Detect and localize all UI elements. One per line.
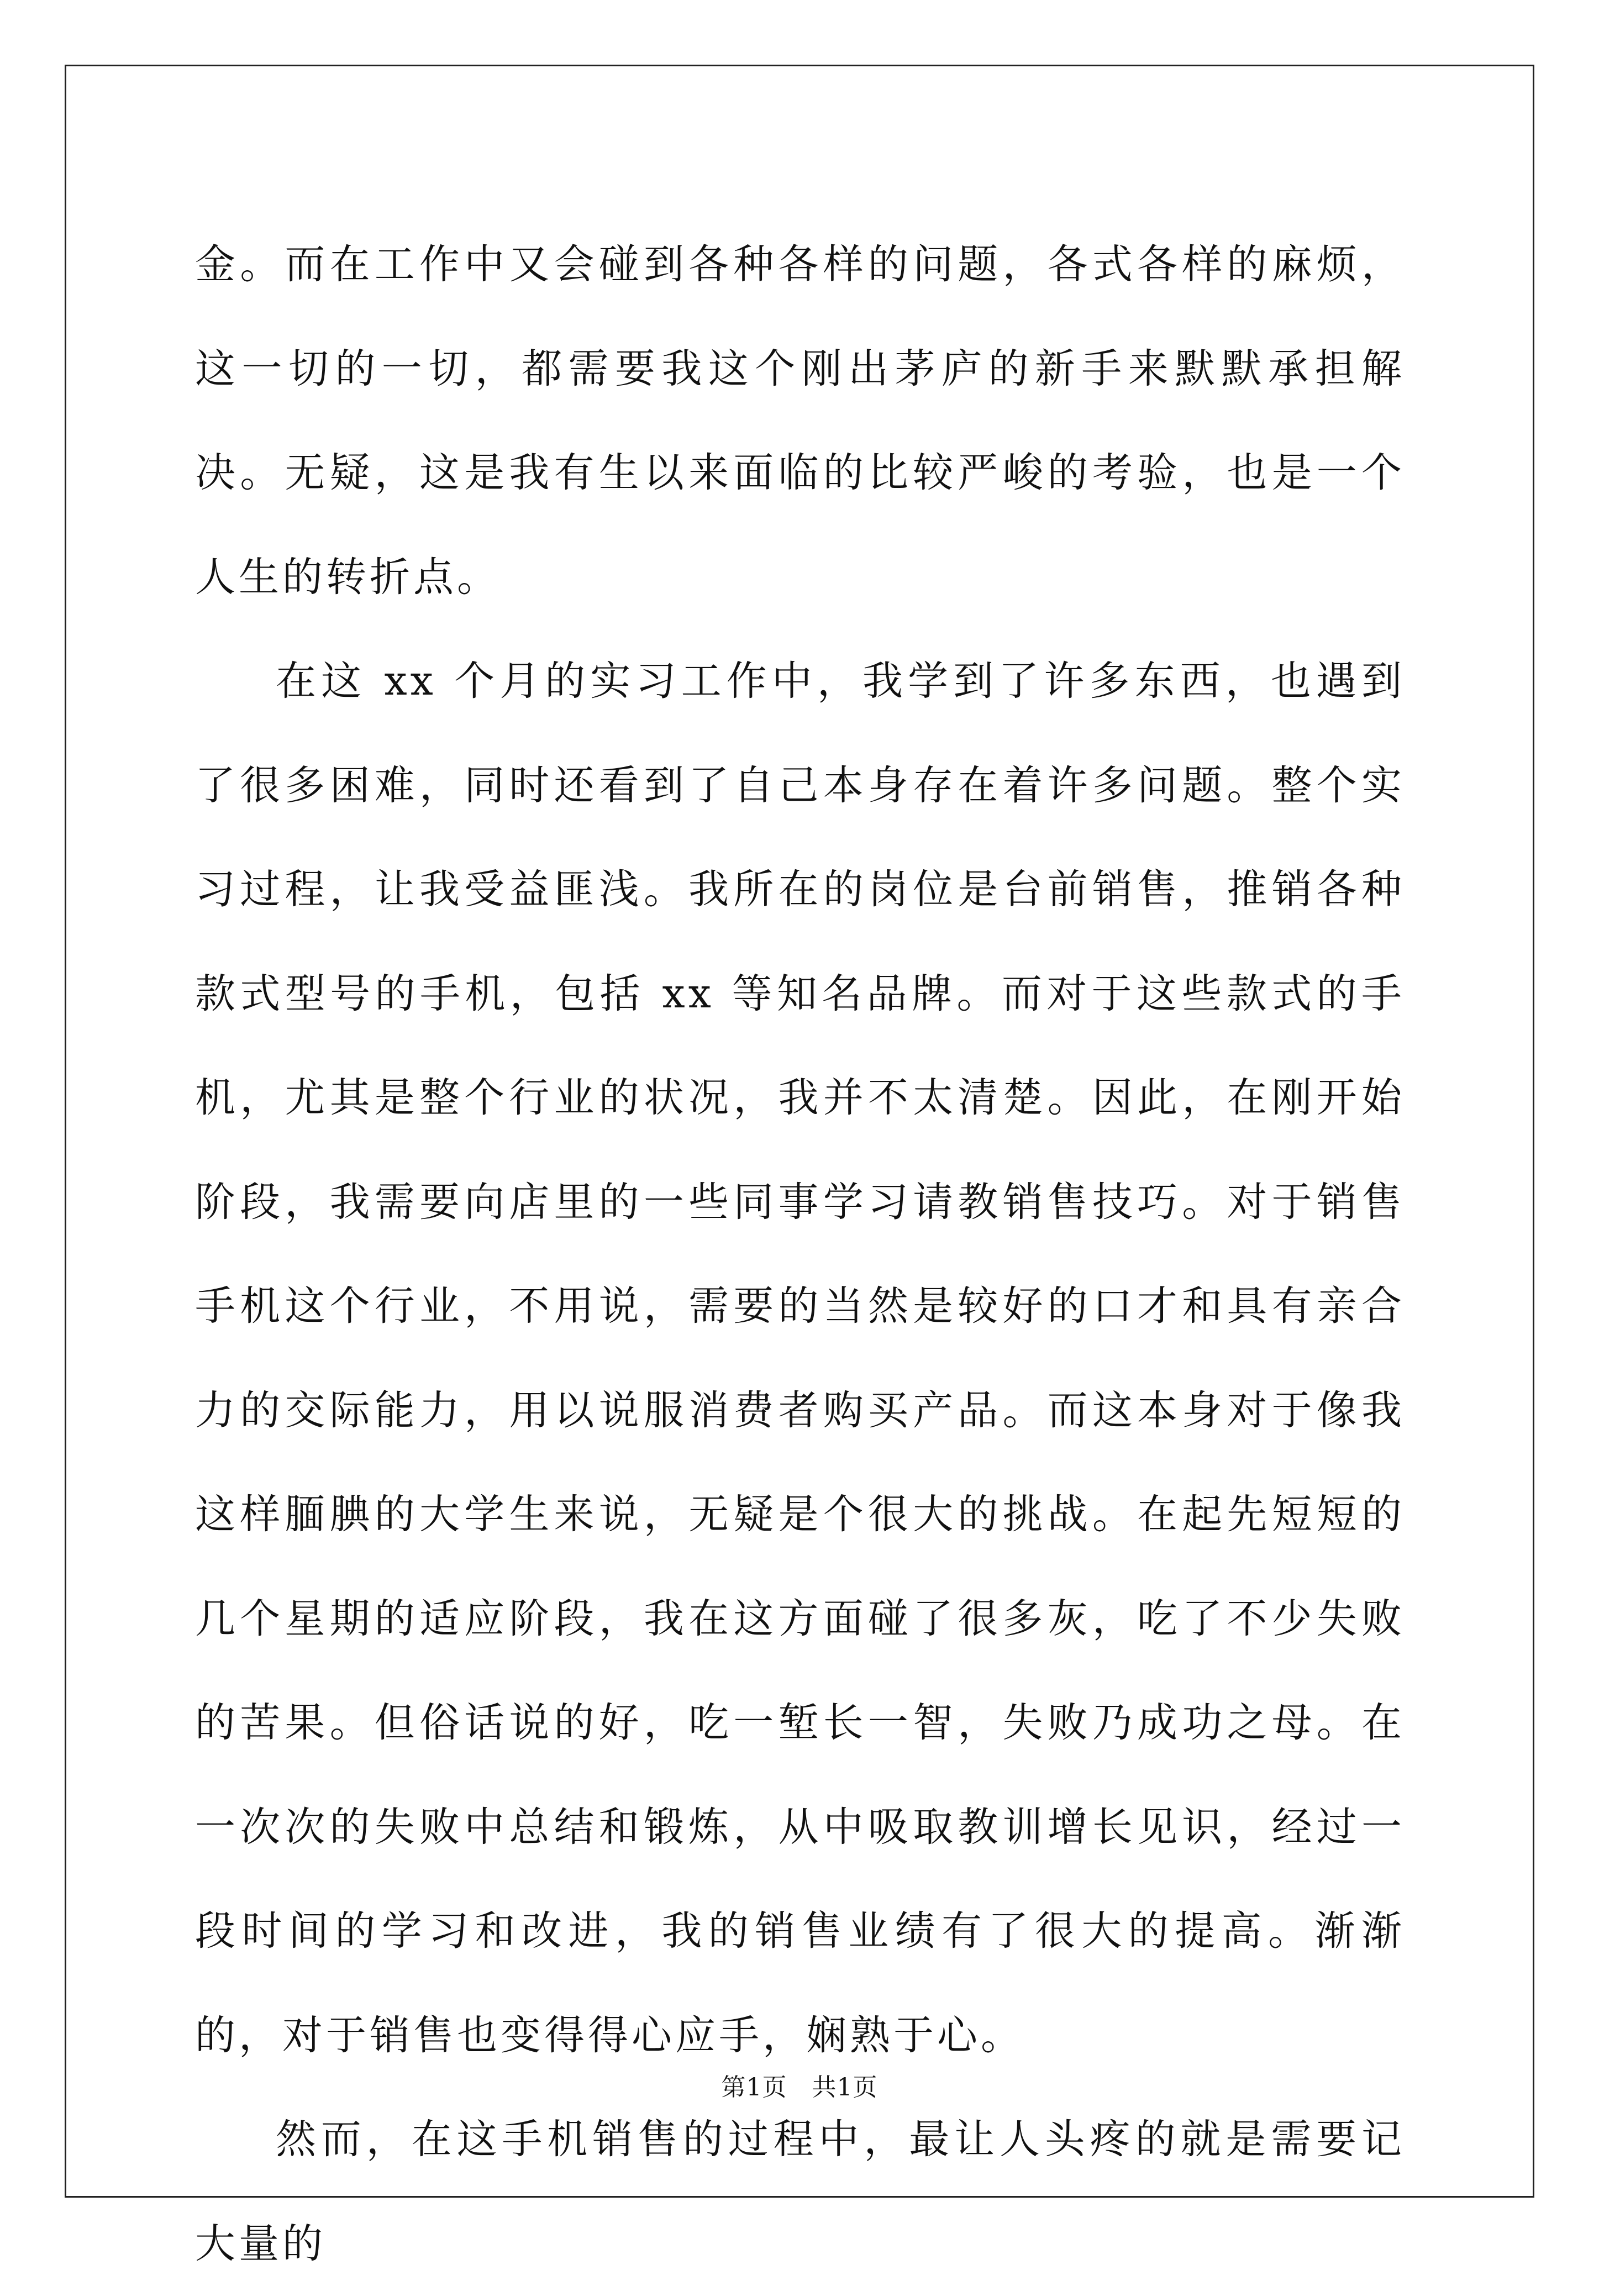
page-number-footer: 第1页 共1页 — [721, 2073, 878, 2101]
paragraph-however: 然而，在这手机销售的过程中，最让人头疼的就是需要记大量的 — [195, 2116, 1405, 2267]
document-body — [195, 213, 1405, 2296]
paragraph-continuation: 金。而在工作中又会碰到各种各样的问题，各式各样的麻烦，这一切的一切，都需要我这个刚出茅庐的新手来默默承担解决。无疑，这是我有生以来面临的比较严峻的考验，也是一个人生的转折点。 — [195, 241, 1405, 601]
paragraph-internship: 在这 xx 个月的实习工作中，我学到了许多东西，也遇到了很多困难，同时还看到了自己本身存在着许多问题。整个实习过程，让我受益匪浅。我所在的岗位是台前销售，推销各种款式型号的手机，包括 xx 等知名品牌。而对于这些款式的手机，尤其是整个行业的状况，我并不太清楚。因此，在刚开始阶段，我需要向店里的一些同事学习请教销售技巧。对于销售手机这个行业，不用说，需要的当然是较好的口才和具有亲合力的交际能力，用以说服消费者购买产品。而这本身对于像我这样腼腆的大学生来说，无疑是个很大的挑战。在起先短短的几个星期的适应阶段，我在这方面碰了很多灰，吃了不少失败的苦果。但俗话说的好，吃一堑长一智，失败乃成功之母。在一次次的失败中总结和锻炼，从中吸取教训增长见识，经过一段时间的学习和改进，我的销售业绩有了很大的提高。渐渐的，对于销售也变得得心应手，娴熟于心。 — [195, 658, 1405, 2059]
